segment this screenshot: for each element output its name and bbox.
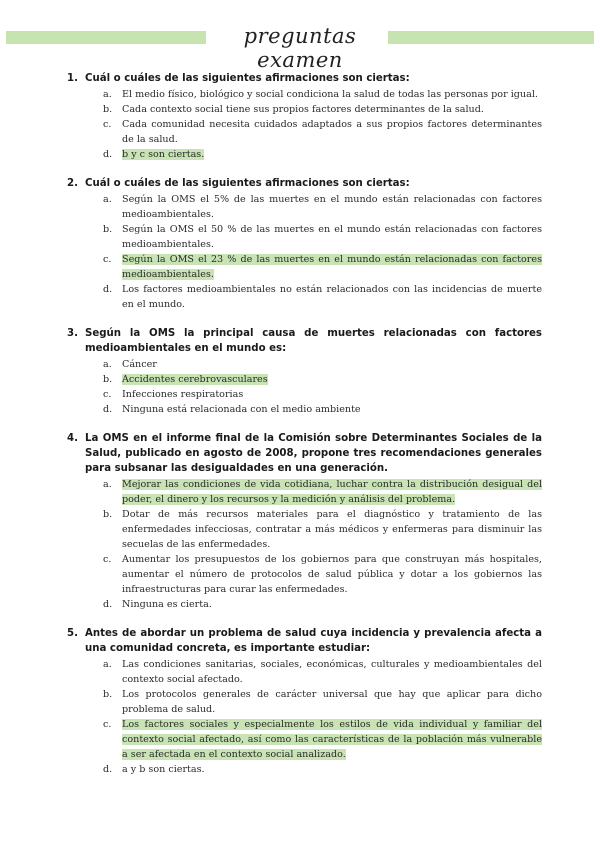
question-text [0, 431, 600, 476]
option-highlighted [0, 717, 600, 762]
option-letter: b. [103, 224, 113, 235]
option-letter: b. [103, 104, 113, 115]
option [0, 192, 600, 222]
option-letter: b. [103, 509, 113, 520]
question-text [0, 176, 600, 191]
page-title: preguntas examen [243, 24, 357, 72]
option [0, 507, 600, 552]
option-list [0, 357, 600, 417]
option [0, 657, 600, 687]
option-letter: a. [103, 89, 112, 100]
option-text: Según la OMS el 23 % de las muertes en el mundo están relacionadas con factores medioambientales. [122, 254, 542, 280]
option-text: El medio físico, biológico y social condiciona la salud de todas las personas por igual. [122, 89, 538, 100]
question-label: Según la OMS la principal causa de muertes relacionadas con factores medioambientales en el mundo es: [85, 328, 542, 354]
option-text: Los factores sociales y especialmente los estilos de vida individual y familiar del contexto social afectado, así como las características de la población más vulnerable a ser afectada en el contexto social analizado. [122, 719, 542, 760]
option-text: Según la OMS el 5% de las muertes en el mundo están relacionadas con factores medioambientales. [122, 194, 542, 220]
question-number: 1. [67, 73, 78, 84]
option [0, 222, 600, 252]
question-text [0, 626, 600, 656]
option-list [0, 657, 600, 777]
option-text: Las condiciones sanitarias, sociales, económicas, culturales y medioambientales del contexto social afectado. [122, 659, 542, 685]
question-list [0, 71, 600, 791]
option [0, 387, 600, 402]
option [0, 552, 600, 597]
question-label: Antes de abordar un problema de salud cuya incidencia y prevalencia afecta a una comunidad concreta, es importante estudiar: [85, 628, 542, 654]
option-highlighted [0, 252, 600, 282]
option-text: Infecciones respiratorias [122, 389, 244, 400]
option-text: Los factores medioambientales no están relacionados con las incidencias de muerte en el mundo. [122, 284, 542, 310]
question-number: 4. [67, 433, 78, 444]
option-text: Los protocolos generales de carácter universal que hay que aplicar para dicho problema de salud. [122, 689, 542, 715]
title-band [6, 24, 594, 72]
question-number: 2. [67, 178, 78, 189]
option-letter: d. [103, 764, 113, 775]
option-text: Cada comunidad necesita cuidados adaptados a sus propios factores determinantes de la salud. [122, 119, 542, 145]
title-band-right [388, 31, 594, 44]
question-number: 5. [67, 628, 78, 639]
option [0, 117, 600, 147]
question-number: 3. [67, 328, 78, 339]
option-list [0, 192, 600, 312]
option-letter: a. [103, 479, 112, 490]
option-letter: d. [103, 149, 113, 160]
option [0, 597, 600, 612]
option [0, 357, 600, 372]
option-letter: b. [103, 689, 113, 700]
option [0, 87, 600, 102]
option-letter: a. [103, 194, 112, 205]
option-letter: c. [103, 119, 112, 130]
option-list [0, 477, 600, 612]
option-text: Ninguna está relacionada con el medio ambiente [122, 404, 361, 415]
option-letter: b. [103, 374, 113, 385]
option-letter: c. [103, 554, 112, 565]
option-text: Mejorar las condiciones de vida cotidiana, luchar contra la distribución desigual del poder, el dinero y los recursos y la medición y análisis del problema. [122, 479, 542, 505]
option [0, 282, 600, 312]
option-letter: a. [103, 359, 112, 370]
option-letter: c. [103, 389, 112, 400]
question-4 [0, 431, 600, 612]
question-label: Cuál o cuáles de las siguientes afirmaciones son ciertas: [85, 73, 410, 84]
question-text [0, 71, 600, 86]
option-letter: d. [103, 404, 113, 415]
question-label: Cuál o cuáles de las siguientes afirmaciones son ciertas: [85, 178, 410, 189]
question-text [0, 326, 600, 356]
question-label: La OMS en el informe final de la Comisión sobre Determinantes Sociales de la Salud, publicado en agosto de 2008, propone tres recomendaciones generales para subsanar las desigualdades en una generación. [85, 433, 542, 474]
option-highlighted [0, 147, 600, 162]
option-text: Cáncer [122, 359, 157, 370]
option-text: Según la OMS el 50 % de las muertes en el mundo están relacionadas con factores medioambientales. [122, 224, 542, 250]
option-text: Ninguna es cierta. [122, 599, 212, 610]
option-letter: d. [103, 284, 113, 295]
option-letter: d. [103, 599, 113, 610]
option-highlighted [0, 372, 600, 387]
option-text: Accidentes cerebrovasculares [122, 374, 268, 385]
question-5 [0, 626, 600, 777]
question-3 [0, 326, 600, 417]
option-text: Aumentar los presupuestos de los gobiernos para que construyan más hospitales, aumentar el número de protocolos de salud pública y dotar a los gobiernos las infraestructuras para curar las enfermedades. [122, 554, 542, 595]
question-1 [0, 71, 600, 162]
option [0, 402, 600, 417]
option-text: a y b son ciertas. [122, 764, 205, 775]
option-text: b y c son ciertas. [122, 149, 205, 160]
option-text: Cada contexto social tiene sus propios factores determinantes de la salud. [122, 104, 484, 115]
question-2 [0, 176, 600, 312]
option [0, 102, 600, 117]
title-band-left [6, 31, 206, 44]
option [0, 687, 600, 717]
option-highlighted [0, 477, 600, 507]
option-letter: c. [103, 719, 112, 730]
option-letter: a. [103, 659, 112, 670]
option [0, 762, 600, 777]
option-list [0, 87, 600, 162]
option-text: Dotar de más recursos materiales para el diagnóstico y tratamiento de las enfermedades infecciosas, contratar a más médicos y enfermeras para disminuir las secuelas de las enfermedades. [122, 509, 542, 550]
option-letter: c. [103, 254, 112, 265]
